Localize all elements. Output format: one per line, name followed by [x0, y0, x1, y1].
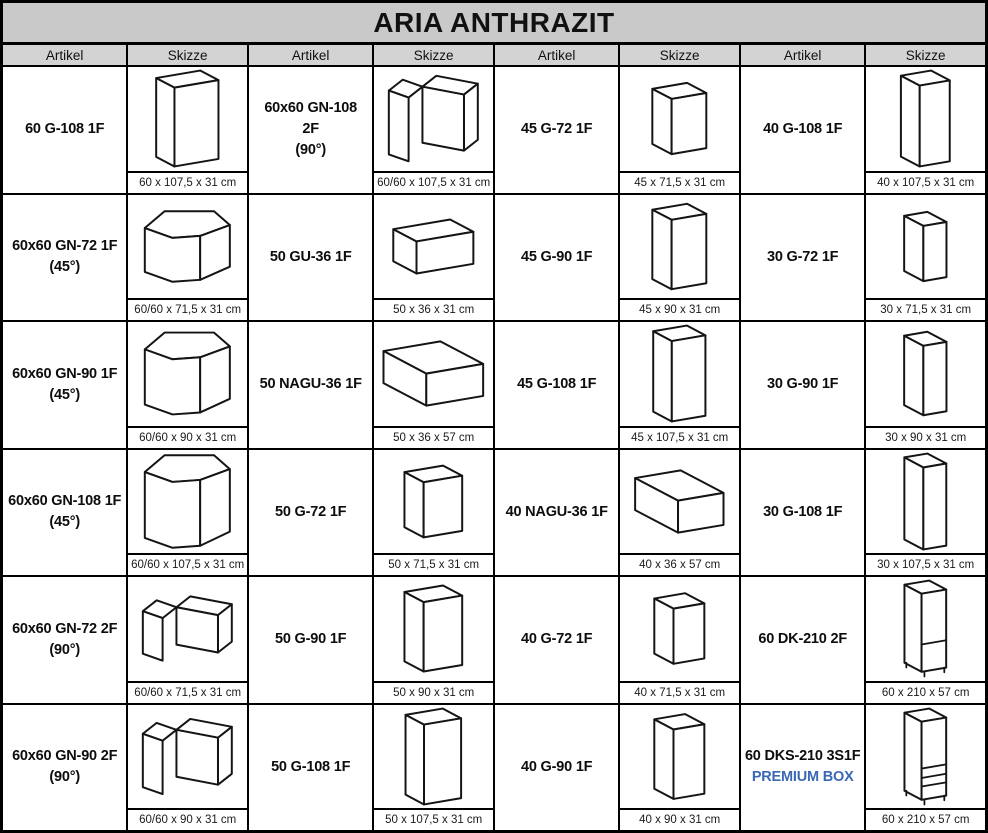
- column-header-artikel: Artikel: [249, 45, 372, 65]
- article-code: 40 G-90 1F: [521, 758, 593, 775]
- artikel-cell: [249, 450, 372, 576]
- skizze-cell: [128, 577, 247, 703]
- artikel-cell: [3, 322, 126, 448]
- artikel-cell: [495, 705, 618, 831]
- cabinet-sketch-corner-cabinet-90: [374, 67, 493, 171]
- cabinet-sketch-corner-cabinet-45: [128, 450, 247, 554]
- skizze-cell: [866, 195, 985, 321]
- article-code: 40 NAGU-36 1F: [505, 503, 608, 520]
- cabinet-sketch-wall-cabinet: [620, 195, 739, 299]
- dimensions-label: 60/60 x 71,5 x 31 cm: [128, 681, 247, 703]
- cabinet-sketch-flap-cabinet: [374, 322, 493, 426]
- article-code: 50 GU-36 1F: [269, 248, 352, 265]
- dimensions-label: 60 x 210 x 57 cm: [866, 808, 985, 830]
- skizze-cell: [128, 450, 247, 576]
- artikel-cell: [3, 195, 126, 321]
- cabinet-sketch-wall-cabinet: [866, 195, 985, 299]
- column-header-artikel: Artikel: [741, 45, 864, 65]
- artikel-cell: [741, 322, 864, 448]
- skizze-cell: [620, 195, 739, 321]
- article-code: 60 DK-210 2F: [758, 631, 848, 648]
- cabinet-sketch-corner-cabinet-90: [128, 577, 247, 681]
- page-title: ARIA ANTHRAZIT: [373, 6, 615, 38]
- dimensions-label: 60/60 x 90 x 31 cm: [128, 426, 247, 448]
- cabinet-sketch-corner-cabinet-90: [128, 705, 247, 809]
- dimensions-label: 50 x 36 x 31 cm: [374, 298, 493, 320]
- article-code: 60 DKS-210 3S1F: [744, 748, 861, 765]
- skizze-cell: [128, 195, 247, 321]
- skizze-cell: [374, 67, 493, 193]
- article-code: 60 G-108 1F: [25, 121, 105, 138]
- skizze-cell: [128, 705, 247, 831]
- artikel-cell: [249, 67, 372, 193]
- cabinet-sketch-wall-cabinet: [620, 67, 739, 171]
- article-code: 45 G-108 1F: [517, 376, 597, 393]
- dimensions-label: 60 x 210 x 57 cm: [866, 681, 985, 703]
- artikel-cell: [3, 705, 126, 831]
- column-header-skizze: Skizze: [374, 45, 493, 65]
- dimensions-label: 40 x 36 x 57 cm: [620, 553, 739, 575]
- artikel-cell: [495, 195, 618, 321]
- article-code: (90°): [295, 142, 326, 159]
- article-code: 40 G-72 1F: [521, 631, 593, 648]
- cabinet-sketch-flap-cabinet: [620, 450, 739, 554]
- table-header-row: [3, 45, 985, 67]
- cabinet-sketch-tall-cabinet: [866, 577, 985, 681]
- dimensions-label: 60/60 x 107,5 x 31 cm: [374, 171, 493, 193]
- article-code: (90°): [49, 641, 80, 658]
- dimensions-label: 50 x 36 x 57 cm: [374, 426, 493, 448]
- article-code: (45°): [49, 259, 80, 276]
- cabinet-sketch-corner-cabinet-45: [128, 322, 247, 426]
- cabinet-sketch-wall-cabinet: [620, 577, 739, 681]
- skizze-cell: [866, 67, 985, 193]
- cabinet-sketch-wall-cabinet: [866, 322, 985, 426]
- artikel-cell: [741, 577, 864, 703]
- artikel-cell: [249, 705, 372, 831]
- article-code: 60x60 GN-90 2F: [12, 748, 118, 765]
- cabinet-sketch-wall-cabinet: [374, 705, 493, 809]
- artikel-cell: [3, 67, 126, 193]
- artikel-cell: [741, 67, 864, 193]
- skizze-cell: [128, 67, 247, 193]
- skizze-cell: [374, 322, 493, 448]
- artikel-cell: [249, 195, 372, 321]
- dimensions-label: 30 x 71,5 x 31 cm: [866, 298, 985, 320]
- artikel-cell: [495, 322, 618, 448]
- artikel-cell: [249, 577, 372, 703]
- skizze-cell: [866, 450, 985, 576]
- cabinet-sketch-flap-cabinet: [374, 195, 493, 299]
- artikel-cell: [3, 450, 126, 576]
- skizze-cell: [620, 67, 739, 193]
- cabinet-sketch-wall-cabinet: [374, 450, 493, 554]
- article-code: 60x60 GN-72 1F: [12, 238, 118, 255]
- artikel-cell: [3, 577, 126, 703]
- article-code: (45°): [49, 386, 80, 403]
- article-code: (45°): [49, 514, 80, 531]
- cabinet-sketch-wall-cabinet: [866, 450, 985, 554]
- dimensions-label: 45 x 90 x 31 cm: [620, 298, 739, 320]
- artikel-cell: [741, 195, 864, 321]
- skizze-cell: [620, 322, 739, 448]
- cabinet-sketch-wall-cabinet: [128, 67, 247, 171]
- cabinet-sketch-corner-cabinet-45: [128, 195, 247, 299]
- dimensions-label: 60/60 x 71,5 x 31 cm: [128, 298, 247, 320]
- artikel-cell: [741, 450, 864, 576]
- premium-box-label: PREMIUM BOX: [751, 769, 854, 786]
- dimensions-label: 45 x 107,5 x 31 cm: [620, 426, 739, 448]
- skizze-cell: [374, 577, 493, 703]
- dimensions-label: 40 x 107,5 x 31 cm: [866, 171, 985, 193]
- article-code: 60x60 GN-72 2F: [12, 620, 118, 637]
- skizze-cell: [374, 705, 493, 831]
- cabinet-sketch-tall-cabinet-drawers: [866, 705, 985, 809]
- table-body: [3, 67, 985, 830]
- skizze-cell: [620, 705, 739, 831]
- skizze-cell: [866, 705, 985, 831]
- dimensions-label: 60/60 x 107,5 x 31 cm: [128, 553, 247, 575]
- article-code: 50 NAGU-36 1F: [259, 376, 362, 393]
- artikel-cell: [495, 67, 618, 193]
- article-code: 60x60 GN-108 1F: [8, 493, 122, 510]
- dimensions-label: 30 x 90 x 31 cm: [866, 426, 985, 448]
- skizze-cell: [128, 322, 247, 448]
- artikel-cell: [495, 577, 618, 703]
- dimensions-label: 50 x 90 x 31 cm: [374, 681, 493, 703]
- artikel-cell: [249, 322, 372, 448]
- article-code: (90°): [49, 769, 80, 786]
- dimensions-label: 40 x 71,5 x 31 cm: [620, 681, 739, 703]
- article-code: 45 G-72 1F: [521, 121, 593, 138]
- column-header-artikel: Artikel: [3, 45, 126, 65]
- skizze-cell: [620, 450, 739, 576]
- skizze-cell: [374, 195, 493, 321]
- skizze-cell: [374, 450, 493, 576]
- article-code: 45 G-90 1F: [521, 248, 593, 265]
- article-code: 30 G-90 1F: [767, 376, 839, 393]
- artikel-cell: [741, 705, 864, 831]
- column-header-artikel: Artikel: [495, 45, 618, 65]
- article-code: 60x60 GN-108: [264, 100, 358, 117]
- cabinet-sketch-wall-cabinet: [866, 67, 985, 171]
- dimensions-label: 50 x 107,5 x 31 cm: [374, 808, 493, 830]
- column-header-skizze: Skizze: [620, 45, 739, 65]
- article-code: 50 G-90 1F: [275, 631, 347, 648]
- dimensions-label: 45 x 71,5 x 31 cm: [620, 171, 739, 193]
- skizze-cell: [866, 577, 985, 703]
- dimensions-label: 30 x 107,5 x 31 cm: [866, 553, 985, 575]
- skizze-cell: [620, 577, 739, 703]
- cabinet-sketch-wall-cabinet: [620, 322, 739, 426]
- cabinet-sketch-wall-cabinet: [374, 577, 493, 681]
- column-header-skizze: Skizze: [128, 45, 247, 65]
- article-code: 40 G-108 1F: [763, 121, 843, 138]
- article-code: 2F: [302, 121, 319, 138]
- dimensions-label: 50 x 71,5 x 31 cm: [374, 553, 493, 575]
- article-code: 60x60 GN-90 1F: [12, 365, 118, 382]
- column-header-skizze: Skizze: [866, 45, 985, 65]
- article-code: 30 G-108 1F: [763, 503, 843, 520]
- article-code: 50 G-72 1F: [275, 503, 347, 520]
- dimensions-label: 40 x 90 x 31 cm: [620, 808, 739, 830]
- dimensions-label: 60/60 x 90 x 31 cm: [128, 808, 247, 830]
- skizze-cell: [866, 322, 985, 448]
- dimensions-label: 60 x 107,5 x 31 cm: [128, 171, 247, 193]
- cabinet-sketch-wall-cabinet: [620, 705, 739, 809]
- artikel-cell: [495, 450, 618, 576]
- article-code: 30 G-72 1F: [767, 248, 839, 265]
- title-bar: [3, 3, 985, 45]
- article-code: 50 G-108 1F: [271, 758, 351, 775]
